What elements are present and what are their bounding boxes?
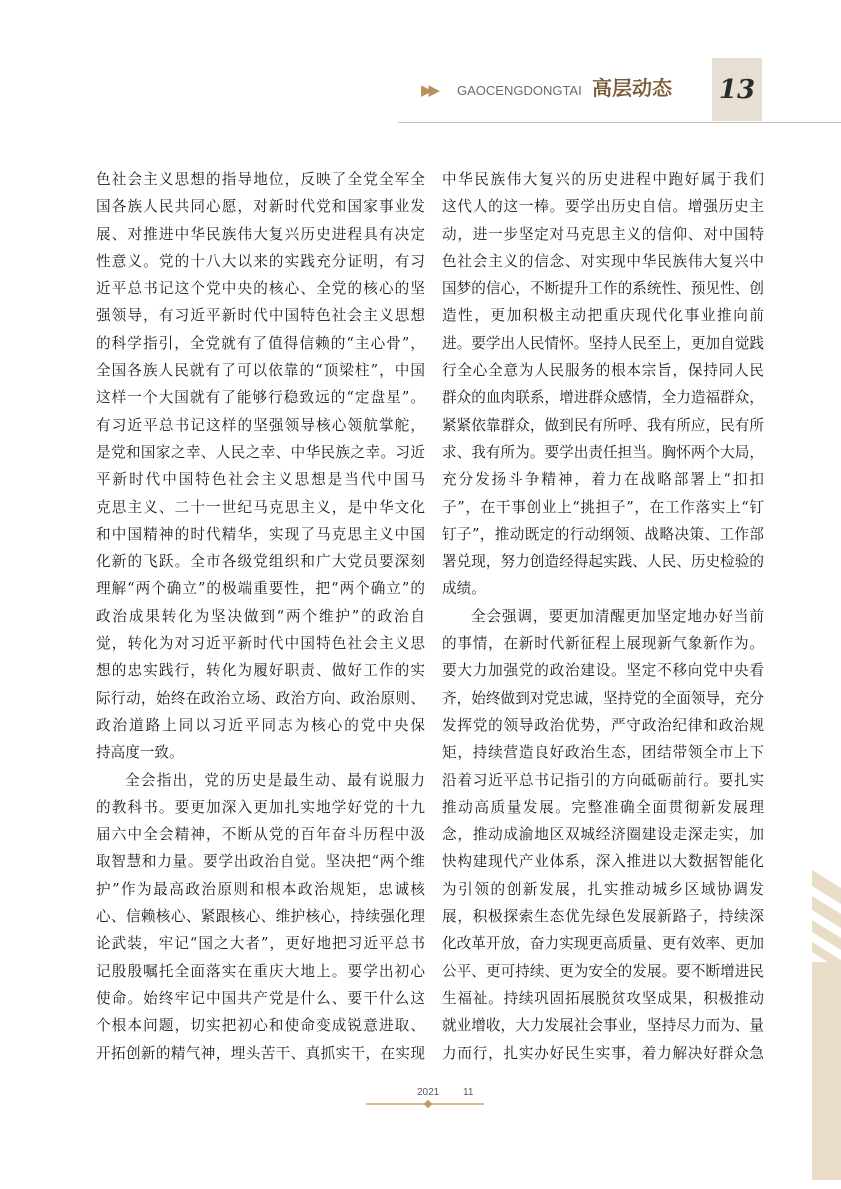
- left-column-text-line: 政治道路上同以习近平同志为核心的党中央保: [96, 716, 425, 734]
- right-column-text-line: 充分发扬斗争精神，着力在战略部署上“扣扣: [442, 471, 764, 489]
- right-column-text-line: 成绩。: [442, 580, 486, 598]
- left-column-text-line: 心、信赖核心、紧跟核心、维护核心，持续强化理: [96, 908, 425, 926]
- left-column-text-line: 国各族人民共同心愿，对新时代党和国家事业发: [96, 198, 425, 216]
- right-column-text-line: 推动高质量发展。完整准确全面贯彻新发展理: [442, 798, 764, 816]
- page-number: 13: [718, 75, 756, 105]
- left-column-text-line: 政治成果转化为坚决做到“两个维护”的政治自: [96, 607, 425, 625]
- right-text-column: [442, 166, 764, 1067]
- left-column-text-line: 性意义。党的十八大以来的实践充分证明，有习: [96, 252, 425, 270]
- left-column-text-line: 开拓创新的精气神，埋头苦干、真抓实干，在实现: [96, 1044, 425, 1062]
- left-column-text-line: 取智慧和力量。要学出政治自觉。坚决把“两个维: [96, 853, 425, 871]
- left-column-text-line: 和中国精神的时代精华，实现了马克思主义中国: [96, 525, 425, 543]
- right-column-text-line: 中华民族伟大复兴的历史进程中跑好属于我们: [442, 171, 764, 188]
- right-column-text-line: 色社会主义的信念、对实现中华民族伟大复兴中: [442, 252, 764, 270]
- left-column-text-line: 的教科书。要更加深入更加扎实地学好党的十九: [96, 798, 425, 816]
- left-column-text-line: 际行动，始终在政治立场、政治方向、政治原则、: [96, 689, 425, 707]
- left-column-text-line: 觉，转化为对习近平新时代中国特色社会主义思: [96, 635, 425, 653]
- left-column-text-line: 克思主义、二十一世纪马克思主义，是中华文化: [96, 498, 425, 516]
- left-column-text-line: 强领导，有习近平新时代中国特色社会主义思想: [96, 307, 425, 325]
- right-column-text-line: 这代人的这一棒。要学出历史自信。增强历史主: [442, 198, 764, 216]
- right-column-text-line: 全会强调，要更加清醒更加坚定地办好当前: [471, 607, 764, 625]
- left-column-text-line: 这样一个大国就有了能够行稳致远的“定盘星”。: [96, 389, 425, 407]
- left-column-text-line: 是党和国家之幸、人民之幸、中华民族之幸。习近: [96, 443, 425, 461]
- right-column-text-line: 求、我有所为。要学出责任担当。胸怀两个大局，: [442, 443, 764, 461]
- right-column-text-line: 就业增收，大力发展社会事业，坚持尽力而为、量: [442, 1017, 764, 1035]
- left-column-text-line: 想的忠实践行，转化为履好职责、做好工作的实: [96, 662, 425, 680]
- footer-issue: 11: [463, 1087, 474, 1098]
- right-column-text-line: 钉子”，推动既定的行动纲领、战略决策、工作部: [442, 525, 764, 543]
- right-column-text-line: 群众的血肉联系，增进群众感情，全力造福群众，: [442, 389, 764, 407]
- left-column-text-line: 使命。始终牢记中国共产党是什么、要干什么这: [96, 989, 425, 1007]
- right-column-text-line: 造性，更加积极主动把重庆现代化事业推向前: [442, 307, 764, 325]
- right-column-text-line: 的事情，在新时代新征程上展现新气象新作为。: [442, 635, 764, 653]
- right-column-text-line: 紧紧依靠群众，做到民有所呼、我有所应，民有所: [442, 416, 764, 434]
- footer-diamond-icon: [424, 1100, 432, 1108]
- right-column-text-line: 齐，始终做到对党忠诚，坚持党的全面领导，充分: [442, 689, 764, 707]
- right-column-text-line: 要大力加强党的政治建设。坚定不移向党中央看: [442, 662, 764, 680]
- right-column-text-line: 为引领的创新发展，扎实推动城乡区域协调发: [442, 880, 764, 898]
- footer-year: 2021: [417, 1087, 440, 1098]
- left-column-text-line: 理解“两个确立”的极端重要性，把“两个确立”的: [96, 580, 425, 598]
- left-column-text-line: 持高度一致。: [96, 744, 184, 762]
- right-column-text-line: 发挥党的领导政治优势，严守政治纪律和政治规: [442, 716, 764, 734]
- right-column-text-line: 动，进一步坚定对马克思主义的信仰、对中国特: [442, 225, 764, 243]
- right-column-text-line: 行全心全意为人民服务的根本宗旨，保持同人民: [442, 362, 764, 380]
- left-column-text-line: 色社会主义思想的指导地位，反映了全党全军全: [96, 171, 425, 188]
- section-title-chinese: 高层动态: [592, 76, 672, 100]
- header-rule: [398, 122, 841, 123]
- right-column-text-line: 公平、更可持续、更为安全的发展。要不断增进民: [442, 962, 764, 980]
- left-column-text-line: 化新的飞跃。全市各级党组织和广大党员要深刻: [96, 553, 425, 571]
- left-column-text-line: 近平总书记这个党中央的核心、全党的核心的坚: [96, 280, 425, 298]
- left-column-text-line: 届六中全会精神，不断从党的百年奋斗历程中汲: [96, 826, 425, 844]
- right-column-text-line: 沿着习近平总书记指引的方向砥砺前行。要扎实: [442, 771, 764, 789]
- right-column-text-line: 国梦的信心，不断提升工作的系统性、预见性、创: [442, 280, 764, 298]
- right-column-text-line: 生福祉。持续巩固拓展脱贫攻坚成果，积极推动: [442, 989, 764, 1007]
- left-column-text-line: 展、对推进中华民族伟大复兴历史进程具有决定: [96, 225, 425, 243]
- left-column-text-line: 全会指出，党的历史是最生动、最有说服力: [125, 771, 425, 789]
- left-column-text-line: 有习近平总书记这样的坚强领导核心领航掌舵，: [96, 416, 425, 434]
- right-column-text-line: 矩，持续营造良好政治生态，团结带领全市上下: [442, 744, 764, 762]
- right-column-text-line: 力而行，扎实办好民生实事，着力解决好群众急: [442, 1044, 764, 1062]
- decorative-side-stripes: [812, 870, 841, 1180]
- right-column-text-line: 念，推动成渝地区双城经济圈建设走深走实，加: [442, 826, 764, 844]
- right-column-text-line: 化改革开放，奋力实现更高质量、更有效率、更加: [442, 935, 764, 953]
- left-column-text-line: 的科学指引，全党就有了值得信赖的“主心骨”，: [96, 334, 425, 352]
- right-column-text-line: 展，积极探索生态优先绿色发展新路子，持续深: [442, 908, 764, 926]
- section-title-english: GAOCENGDONGTAI: [457, 83, 582, 98]
- right-column-text-line: 署兑现，努力创造经得起实践、人民、历史检验的: [442, 553, 764, 571]
- right-column-text-line: 子”，在干事创业上“挑担子”，在工作落实上“钉: [442, 498, 764, 516]
- double-arrow-icon: ▶▶: [421, 81, 437, 99]
- right-column-text-line: 进。要学出人民情怀。坚持人民至上，更加自觉践: [442, 334, 764, 352]
- left-column-text-line: 论武装，牢记“国之大者”，更好地把习近平总书: [96, 935, 425, 953]
- right-column-text-line: 快构建现代产业体系，深入推进以大数据智能化: [442, 853, 764, 871]
- left-column-text-line: 个根本问题，切实把初心和使命变成锐意进取、: [96, 1017, 425, 1035]
- left-column-text-line: 护”作为最高政治原则和根本政治规矩，忠诚核: [96, 880, 425, 898]
- left-text-column: [96, 166, 425, 1067]
- left-column-text-line: 平新时代中国特色社会主义思想是当代中国马: [96, 471, 425, 489]
- left-column-text-line: 记殷殷嘱托全面落实在重庆大地上。要学出初心: [96, 962, 425, 980]
- left-column-text-line: 全国各族人民就有了可以依靠的“顶梁柱”，中国: [96, 362, 425, 380]
